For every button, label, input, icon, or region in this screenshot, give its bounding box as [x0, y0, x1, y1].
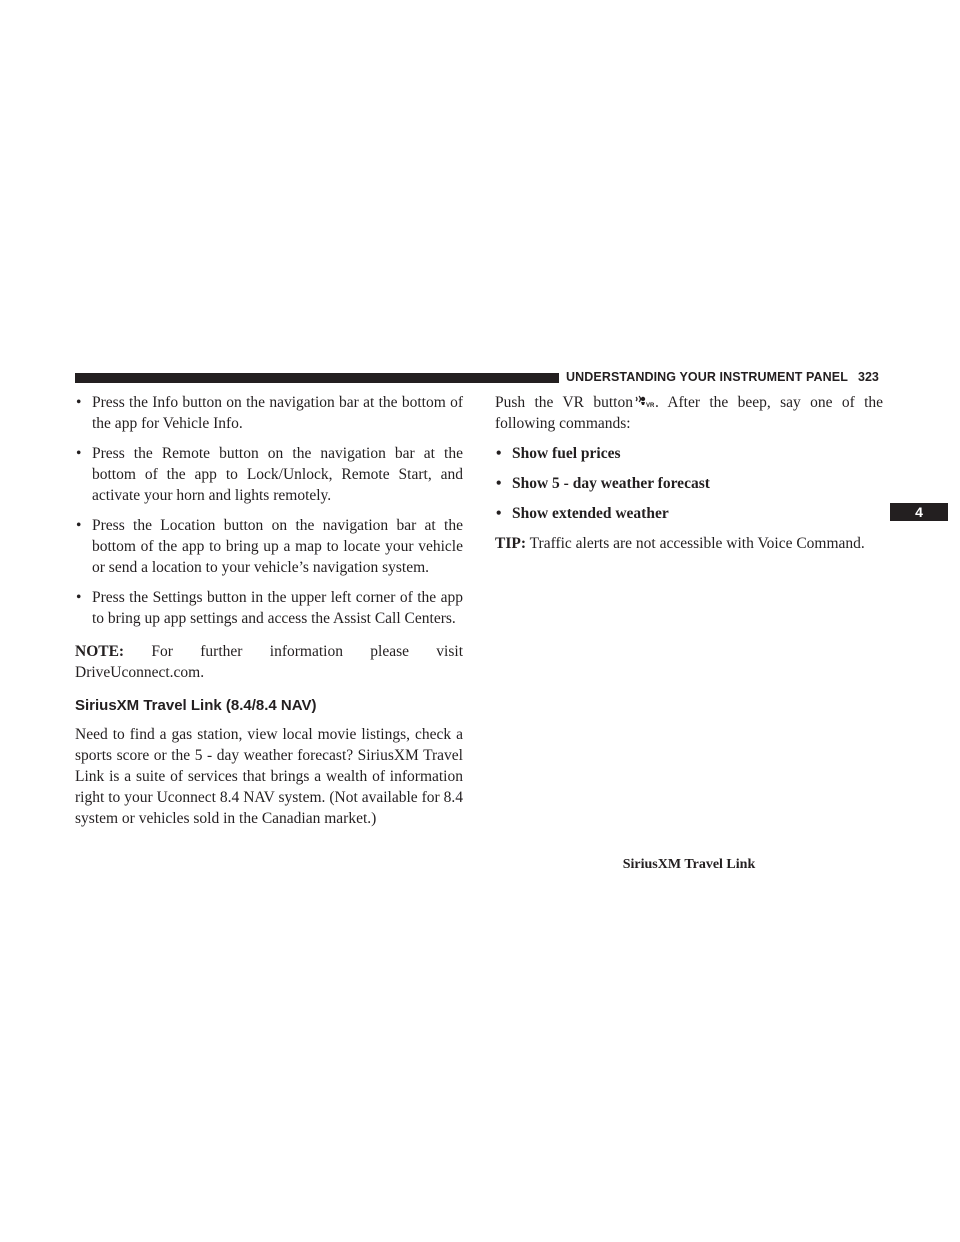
note-label: NOTE:	[75, 643, 125, 660]
push-vr-paragraph: Push the VR button VR . After the beep, say one of the following commands:	[495, 394, 884, 432]
svg-text:VR: VR	[645, 403, 655, 409]
bullet-icon: •	[76, 589, 82, 606]
note-text: For further information please visit DriveUconnect.com.	[75, 643, 464, 681]
note-paragraph	[75, 641, 463, 683]
list-item: • Show extended weather	[496, 505, 669, 522]
tip-text: Traffic alerts are not accessible with Voice Command.	[529, 535, 865, 552]
bullet-icon: •	[76, 394, 82, 411]
feature-bullet-list	[75, 392, 463, 629]
right-column	[495, 392, 883, 554]
chapter-tab: 4	[890, 503, 948, 521]
tip-paragraph	[495, 533, 883, 554]
tip-label: TIP:	[495, 535, 526, 552]
bullet-icon: •	[496, 445, 502, 462]
list-item: • Show 5 - day weather forecast	[496, 475, 710, 492]
voice-command-list	[495, 443, 883, 524]
list-item: • Press the Info button on the navigation bar at the bottom of the app for Vehicle Info.	[76, 394, 463, 432]
list-item: • Show fuel prices	[496, 445, 621, 462]
bullet-icon: •	[496, 505, 502, 522]
bullet-icon: •	[76, 517, 82, 534]
figure-caption: SiriusXM Travel Link	[622, 857, 756, 872]
bullet-icon: •	[76, 445, 82, 462]
bullet-icon: •	[496, 475, 502, 492]
voice-recognition-icon	[633, 395, 655, 409]
page-number: 323	[858, 370, 879, 384]
left-column	[75, 392, 463, 829]
header-rule	[75, 373, 559, 383]
list-item: • Press the Settings button in the upper left corner of the app to bring up app settings and access the Assist Call Centers.	[76, 589, 463, 627]
section-heading: SiriusXM Travel Link (8.4/8.4 NAV)	[75, 697, 317, 714]
list-item: • Press the Location button on the navigation bar at the bottom of the app to bring up a map to locate your vehicle or send a location to your vehicle’s navigation system.	[76, 517, 463, 576]
section-paragraph: Need to find a gas station, view local movie listings, check a sports score or the 5 - day weather forecast? SiriusXM Travel Link is a suite of services that brings a wealth of information right to your Uconnect 8.4 NAV system. (Not available for 8.4 system or vehicles sold in the Canadian market.)	[75, 726, 463, 827]
list-item: • Press the Remote button on the navigation bar at the bottom of the app to Lock/Unlock, Remote Start, and activate your horn and lights remotely.	[76, 445, 463, 504]
running-header-title: UNDERSTANDING YOUR INSTRUMENT PANEL	[566, 370, 848, 384]
